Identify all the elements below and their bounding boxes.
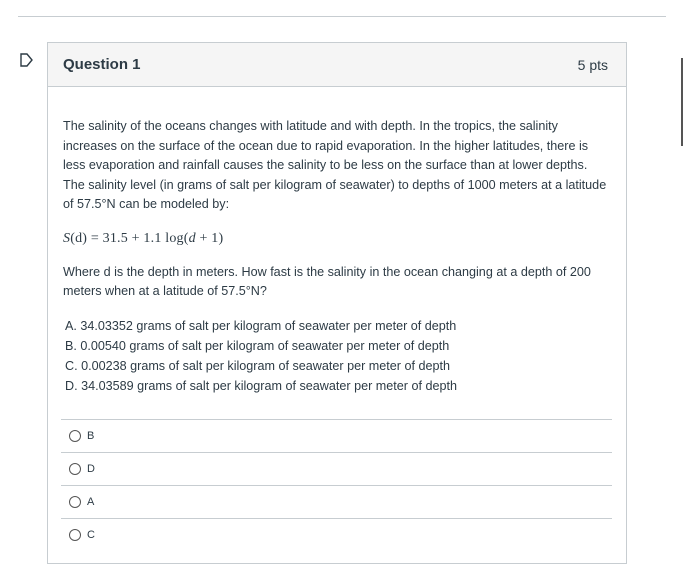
scrollbar[interactable] (681, 58, 683, 146)
choice-item: D. 34.03589 grams of salt per kilogram of seawater per meter of depth (65, 378, 458, 393)
question-prompt: Where d is the depth in meters. How fast is the salinity in the ocean changing at a depth of 200 meters when at a latitude of 57.5°N? (63, 264, 591, 299)
answer-option[interactable] (61, 485, 612, 518)
answer-label[interactable]: D (87, 463, 95, 475)
formula-argument: (d) (70, 230, 88, 246)
choice-item: A. 34.03352 grams of salt per kilogram of seawater per meter of depth (65, 318, 457, 333)
choice-list (65, 316, 610, 396)
question-card (47, 42, 627, 564)
choice-item: B. 0.00540 grams of salt per kilogram of seawater per meter of depth (65, 338, 450, 353)
formula-tail: + 1) (195, 230, 224, 246)
answer-option[interactable] (61, 419, 612, 452)
question-text: The salinity of the oceans changes with latitude and with depth. In the tropics, the salinity increases on the surface of the ocean due to rapid evaporation. In the higher latitudes, there is less evaporation and rainfall causes the salinity to be less on the surface than at lower depths. The salinity level (in grams of salt per kilogram of seawater) to depths of 1000 meters at a latitude of 57.5°N can be modeled by: (63, 119, 607, 212)
formula-body: = 31.5 + 1.1 log( (87, 230, 189, 246)
salinity-formula (63, 229, 610, 249)
radio-button[interactable] (69, 430, 81, 442)
question-header (48, 43, 626, 87)
choice-item: C. 0.00238 grams of salt per kilogram of seawater per meter of depth (65, 358, 451, 373)
radio-button[interactable] (69, 529, 81, 541)
answer-options (61, 419, 612, 551)
question-points: 5 pts (577, 56, 608, 73)
radio-button[interactable] (69, 496, 81, 508)
formula-variable: d (188, 230, 196, 246)
top-divider (18, 16, 666, 17)
flag-question-icon[interactable] (18, 52, 36, 68)
answer-option[interactable] (61, 518, 612, 551)
answer-label[interactable]: B (87, 430, 95, 442)
radio-button[interactable] (69, 463, 81, 475)
question-title: Question 1 (63, 56, 141, 73)
answer-option[interactable] (61, 452, 612, 485)
question-body (48, 87, 626, 396)
formula-function: S (63, 230, 71, 246)
answer-label[interactable]: C (87, 529, 95, 541)
answer-label[interactable]: A (87, 496, 95, 508)
